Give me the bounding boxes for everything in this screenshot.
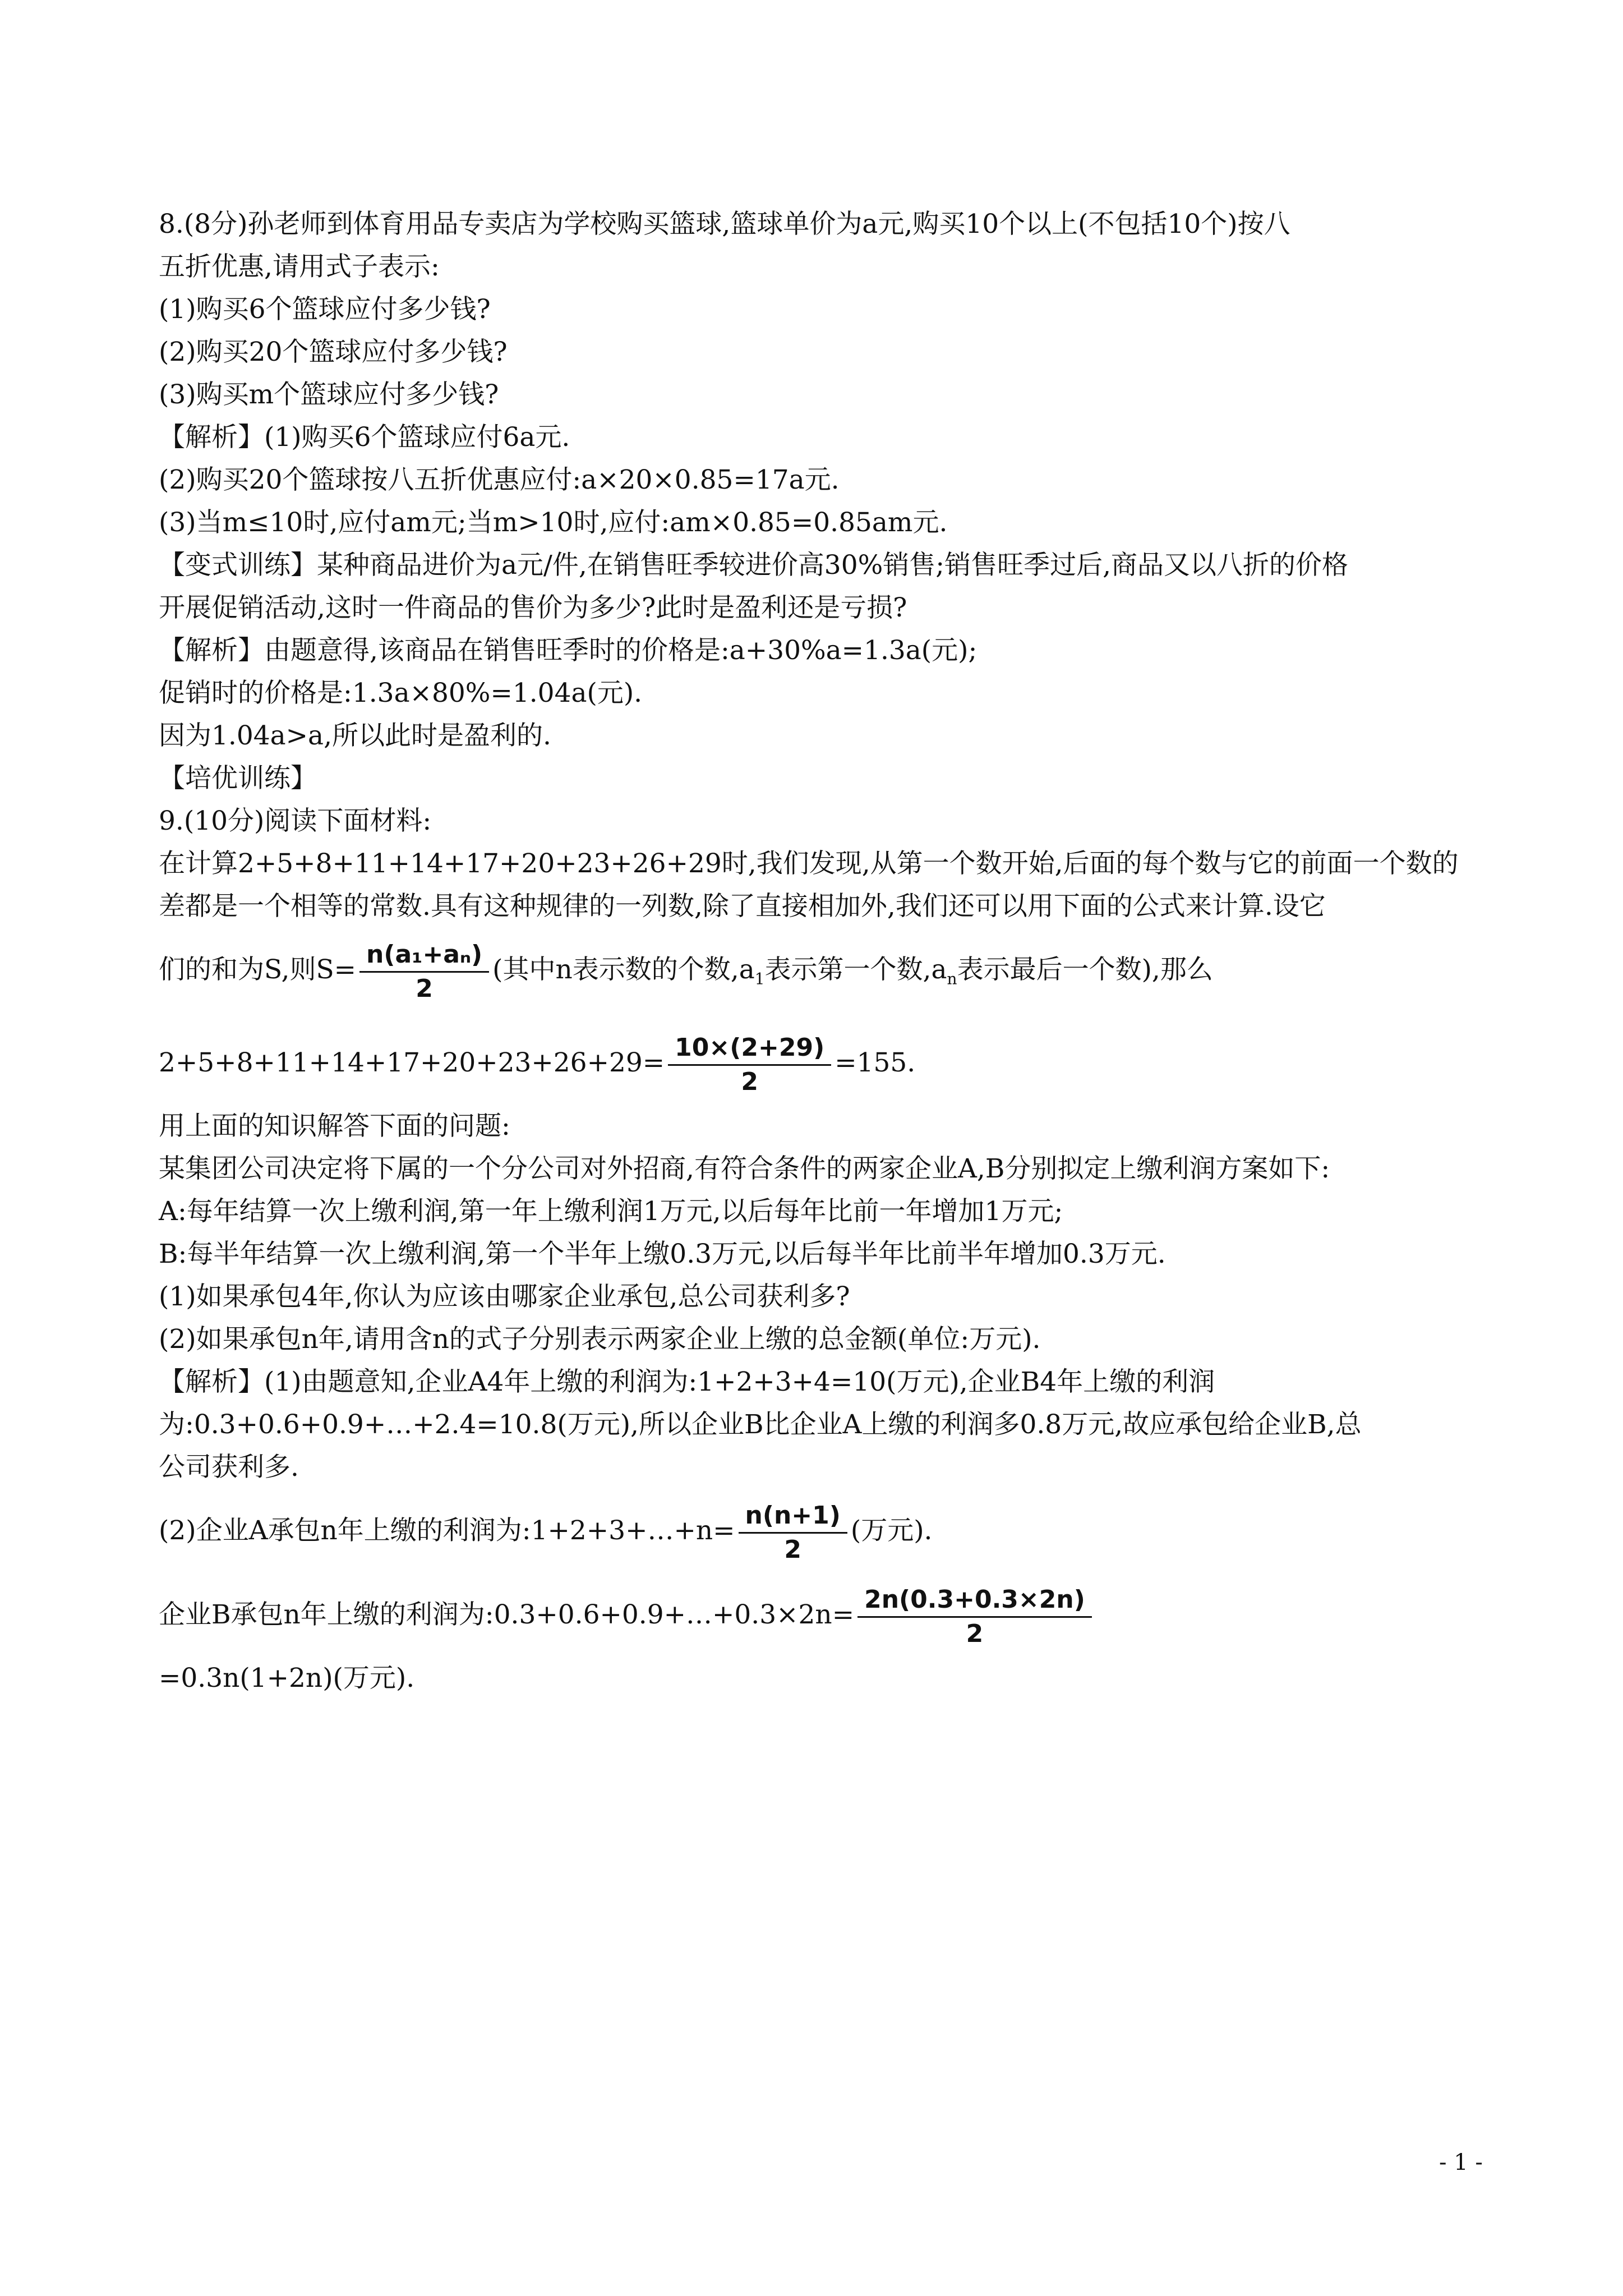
q9-body-3: A:每年结算一次上缴利润,第一年上缴利润1万元,以后每年比前一年增加1万元;: [159, 1196, 1063, 1227]
subscript-1: 1: [754, 969, 765, 988]
page-content: [159, 203, 1477, 1700]
page-number: - 1 -: [1439, 2150, 1483, 2175]
variant-line1: 【变式训练】某种商品进价为a元/件,在销售旺季较进价高30%销售;销售旺季过后,商品又以八折的价格: [159, 550, 1349, 581]
example-fraction: [668, 1032, 831, 1098]
q9-sol3-a: 企业B承包n年上缴的利润为:0.3+0.6+0.9+…+0.3×2n=: [159, 1599, 855, 1631]
q9-formula-line: [159, 928, 1477, 1021]
sol3-denominator: 2: [966, 1619, 984, 1648]
q9-body-2: 某集团公司决定将下属的一个分公司对外招商,有符合条件的两家企业A,B分别拟定上缴利润方案如下:: [159, 1153, 1330, 1185]
q8-item-3: (3)购买m个篮球应付多少钱?: [159, 379, 499, 410]
variant-solution-2: 促销时的价格是:1.3a×80%=1.04a(元).: [159, 678, 643, 708]
example-denominator: 2: [741, 1067, 758, 1096]
q8-solution-1: 【解析】(1)购买6个篮球应付6a元.: [159, 422, 570, 453]
subscript-n: n: [947, 969, 957, 988]
variant-line2: 开展促销活动,这时一件商品的售价为多少?此时是盈利还是亏损?: [159, 592, 907, 623]
q9-body-5: (1)如果承包4年,你认为应该由哪家企业承包,总公司获利多?: [159, 1281, 850, 1313]
sum-formula-numerator: n(a₁+aₙ): [359, 938, 489, 973]
q9-sol2-a: (2)企业A承包n年上缴的利润为:1+2+3+…+n=: [159, 1515, 735, 1547]
q9-body-6: (2)如果承包n年,请用含n的式子分别表示两家企业上缴的总金额(单位:万元).: [159, 1324, 1041, 1355]
q9-line5-a: 2+5+8+11+14+17+20+23+26+29=: [159, 1047, 665, 1079]
q9-solution1-line1: 【解析】(1)由题意知,企业A4年上缴的利润为:1+2+3+4=10(万元),企业B4年上缴的利润: [159, 1366, 1215, 1398]
sol3-numerator: 2n(0.3+0.3×2n): [857, 1584, 1092, 1618]
example-numerator: 10×(2+29): [668, 1032, 831, 1066]
variant-solution-3: 因为1.04a>a,所以此时是盈利的.: [159, 720, 551, 751]
q8-item-2: (2)购买20个篮球应付多少钱?: [159, 337, 508, 367]
q8-line2: 五折优惠,请用式子表示:: [159, 251, 440, 282]
q9-body-1: 用上面的知识解答下面的问题:: [159, 1111, 510, 1142]
q9-line5-b: =155.: [834, 1047, 916, 1079]
q9-sol2-b: (万元).: [850, 1515, 933, 1547]
q9-line4-d: 表示最后一个数),那么: [957, 954, 1213, 985]
q9-sol3-result: =0.3n(1+2n)(万元).: [159, 1663, 415, 1694]
q8-solution-3: (3)当m≤10时,应付am元;当m>10时,应付:am×0.85=0.85am元.: [159, 507, 948, 538]
variant-solution-1: 【解析】由题意得,该商品在销售旺季时的价格是:a+30%a=1.3a(元);: [159, 635, 978, 666]
q9-line4-a: 们的和为S,则S=: [159, 954, 357, 985]
q9-solution1-line3: 公司获利多.: [159, 1452, 299, 1483]
sol3-fraction: [857, 1584, 1092, 1650]
q9-line4-b: (其中n表示数的个数,a: [492, 954, 755, 985]
sol2-denominator: 2: [784, 1535, 801, 1564]
q9-line1: 9.(10分)阅读下面材料:: [159, 806, 432, 836]
q9-body-4: B:每半年结算一次上缴利润,第一个半年上缴0.3万元,以后每半年比前半年增加0.3万元.: [159, 1239, 1166, 1270]
sum-formula-denominator: 2: [416, 974, 433, 1003]
q9-line2: 在计算2+5+8+11+14+17+20+23+26+29时,我们发现,从第一个数开始,后面的每个数与它的前面一个数的: [159, 848, 1459, 879]
sol2-numerator: n(n+1): [739, 1499, 847, 1534]
q8-line1: 8.(8分)孙老师到体育用品专卖店为学校购买篮球,篮球单价为a元,购买10个以上(不包括10个)按八: [159, 209, 1290, 240]
advanced-training-title: 【培优训练】: [159, 763, 317, 794]
q9-solution1-line2: 为:0.3+0.6+0.9+…+2.4=10.8(万元),所以企业B比企业A上缴的利润多0.8万元,故应承包给企业B,总: [159, 1409, 1362, 1441]
q9-solution3-line: [159, 1573, 1477, 1657]
q9-line4-c: 表示第一个数,a: [764, 954, 947, 985]
q9-example-line: [159, 1021, 1477, 1105]
sol2-fraction: [739, 1499, 847, 1566]
q8-item-1: (1)购买6个篮球应付多少钱?: [159, 294, 491, 325]
q9-solution2-line: [159, 1489, 1477, 1573]
sum-formula-fraction: [359, 938, 489, 1005]
q8-solution-2: (2)购买20个篮球按八五折优惠应付:a×20×0.85=17a元.: [159, 464, 840, 495]
q9-line3: 差都是一个相等的常数.具有这种规律的一列数,除了直接相加外,我们还可以用下面的公式来计算.设它: [159, 891, 1326, 922]
